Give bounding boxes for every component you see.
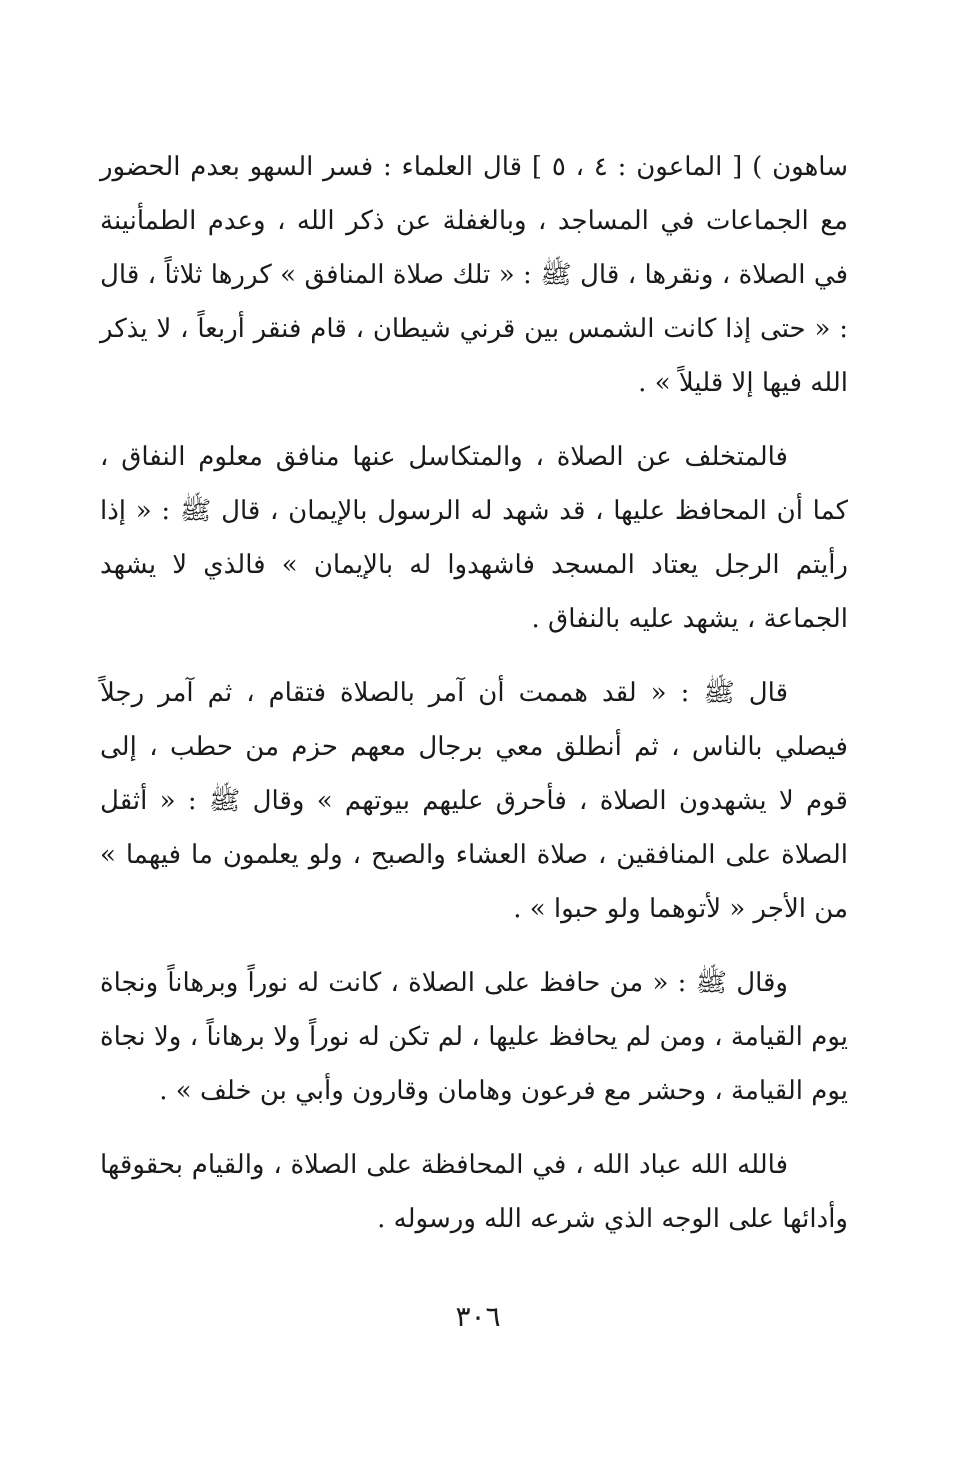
paragraph: فالله الله عباد الله ، في المحافظة على الصلاة ، والقيام بحقوقها وأدائها على الوجه الذي شرعه الله ورسوله . (100, 1150, 848, 1234)
paragraph: وقال ﷺ : « من حافظ على الصلاة ، كانت له نوراً وبرهاناً ونجاة يوم القيامة ، ومن لم يحافظ عليها ، لم تكن له نوراً ولا برهاناً ، ولا نجاة يوم القيامة ، وحشر مع فرعون وهامان وقارون وأبي بن خلف » . (100, 968, 848, 1106)
page-body (100, 140, 848, 1266)
paragraph: ساهون ) [ الماعون : ٤ ، ٥ ] قال العلماء : فسر السهو بعدم الحضور مع الجماعات في المساجد ، وبالغفلة عن ذكر الله ، وعدم الطمأنينة في الصلاة ، ونقرها ، قال ﷺ : « تلك صلاة المنافق » كررها ثلاثاً ، قال : « حتى إذا كانت الشمس بين قرني شيطان ، قام فنقر أربعاً ، لا يذكر الله فيها إلا قليلاً » . (100, 152, 849, 398)
paragraph: قال ﷺ : « لقد هممت أن آمر بالصلاة فتقام ، ثم آمر رجلاً فيصلي بالناس ، ثم أنطلق معي برجال معهم حزم من حطب ، إلى قوم لا يشهدون الصلاة ، فأحرق عليهم بيوتهم » وقال ﷺ : « أثقل الصلاة على المنافقين ، صلاة العشاء والصبح ، ولو يعلمون ما فيهما » من الأجر « لأتوهما ولو حبوا » . (100, 678, 848, 924)
page-number: ٣٠٦ (455, 1300, 501, 1333)
paragraph: فالمتخلف عن الصلاة ، والمتكاسل عنها منافق معلوم النفاق ، كما أن المحافظ عليها ، قد شهد له الرسول بالإيمان ، قال ﷺ : « إذا رأيتم الرجل يعتاد المسجد فاشهدوا له بالإيمان » فالذي لا يشهد الجماعة ، يشهد عليه بالنفاق . (100, 442, 848, 634)
